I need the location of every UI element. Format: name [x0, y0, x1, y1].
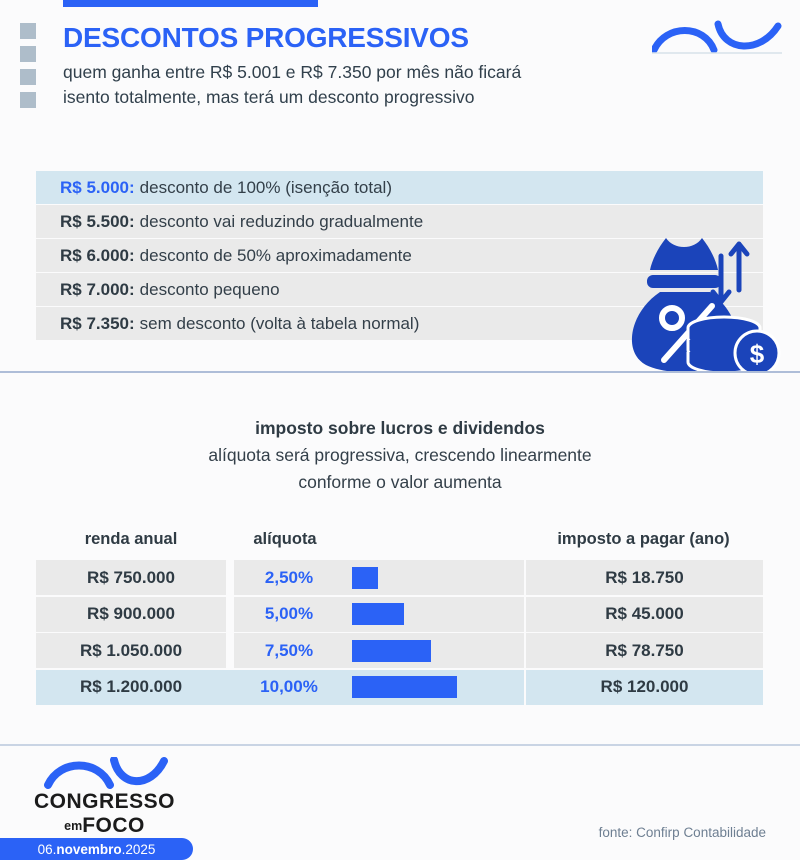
cell-rate-group [234, 633, 524, 668]
wave-decoration-icon [652, 20, 782, 54]
table-row [36, 597, 763, 632]
rate-bar [352, 603, 404, 625]
dividends-table [36, 530, 763, 706]
list-item-description: desconto vai reduzindo gradualmente [139, 211, 424, 231]
table-row [36, 633, 763, 668]
table-header-row [36, 530, 763, 560]
column-header-bar [344, 530, 524, 549]
svg-text:$: $ [749, 339, 765, 369]
cell-income: R$ 750.000 [36, 560, 226, 595]
cell-income: R$ 900.000 [36, 597, 226, 632]
column-header-rate: alíquota [253, 530, 317, 548]
dividends-caption-line-1: alíquota será progressiva, crescendo linearmente [208, 445, 592, 466]
cell-tax: R$ 78.750 [526, 633, 763, 668]
cell-rate-group [234, 597, 524, 632]
logo-text-em-foco [22, 815, 187, 836]
logo-text-congresso: CONGRESSO [33, 790, 176, 813]
rate-bar [352, 676, 457, 698]
table-row [36, 670, 763, 705]
list-item-description: desconto de 50% aproximadamente [139, 245, 412, 265]
bar-track [344, 560, 524, 595]
cell-rate: 7,50% [264, 640, 314, 660]
date-year: .2025 [121, 841, 156, 857]
page-subtitle [63, 60, 703, 111]
cell-income: R$ 1.200.000 [36, 670, 226, 705]
bar-track [344, 670, 524, 705]
decorative-square [20, 92, 36, 108]
decorative-square [20, 69, 36, 85]
list-item-amount: R$ 5.000: [60, 177, 135, 197]
up-down-arrows-icon [713, 244, 747, 302]
footer-divider [0, 744, 800, 746]
page-title: DESCONTOS PROGRESSIVOS [63, 22, 469, 53]
list-item [36, 171, 763, 205]
decorative-square [20, 46, 36, 62]
cell-income: R$ 1.050.000 [36, 633, 226, 668]
logo-text-foco: FOCO [82, 814, 145, 837]
coin-stack-dollar-icon [688, 317, 779, 372]
cell-tax: R$ 120.000 [526, 670, 763, 705]
logo-wave-icon [22, 757, 187, 789]
cell-rate-group [234, 670, 524, 705]
page-subtitle-line-2: isento totalmente, mas terá um desconto progressivo [63, 87, 475, 108]
cell-rate: 10,00% [260, 677, 318, 696]
page-subtitle-line-1: quem ganha entre R$ 5.001 e R$ 7.350 por mês não ficará [63, 62, 522, 82]
decorative-squares [20, 23, 36, 108]
source-credit: fonte: Confirp Contabilidade [598, 825, 766, 840]
list-item-description: desconto pequeno [139, 279, 280, 299]
column-gap [226, 670, 234, 705]
logo-text-em: em [64, 819, 83, 833]
column-gap [226, 633, 234, 668]
header [63, 20, 703, 111]
cell-rate: 2,50% [264, 567, 314, 587]
list-item-amount: R$ 7.000: [60, 279, 135, 299]
list-item-description: sem desconto (volta à tabela normal) [139, 313, 420, 333]
table-row [36, 560, 763, 595]
congresso-em-foco-logo[interactable] [22, 757, 187, 837]
money-bag-percent-icon [620, 232, 790, 372]
rate-bar [352, 567, 378, 589]
list-item-description: desconto de 100% (isenção total) [139, 177, 392, 197]
column-gap [226, 597, 234, 632]
column-gap [226, 560, 234, 595]
section-divider [0, 371, 800, 373]
dividends-caption-line-2: conforme o valor aumenta [298, 472, 502, 493]
cell-tax: R$ 18.750 [526, 560, 763, 595]
cell-rate: 5,00% [264, 604, 314, 623]
cell-rate-group [234, 560, 524, 595]
date-day: 06. [37, 841, 57, 857]
bar-track [344, 633, 524, 668]
list-item-amount: R$ 6.000: [60, 245, 135, 265]
list-item-amount: R$ 5.500: [60, 211, 135, 231]
dividends-caption [0, 415, 800, 495]
dividends-caption-title: imposto sobre lucros e dividendos [255, 418, 545, 438]
bar-track [344, 597, 524, 632]
rate-bar [352, 640, 431, 662]
column-header-income: renda anual [84, 530, 178, 548]
decorative-square [20, 23, 36, 39]
cell-tax: R$ 45.000 [526, 597, 763, 632]
list-item-amount: R$ 7.350: [60, 313, 135, 333]
date-badge [0, 838, 193, 860]
column-header-tax: imposto a pagar (ano) [557, 530, 730, 548]
date-month: novembro [56, 841, 122, 857]
top-accent-bar [63, 0, 318, 7]
